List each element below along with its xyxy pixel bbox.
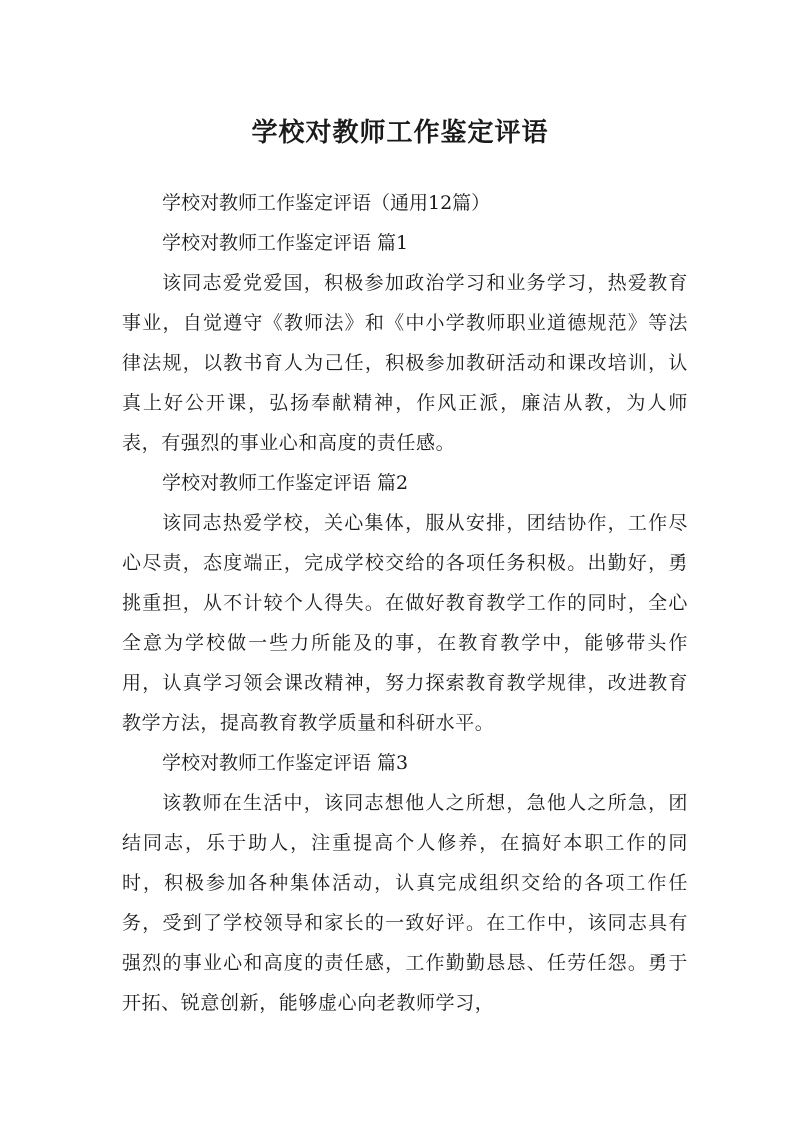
section-paragraph-2: 该同志热爱学校，关心集体，服从安排，团结协作，工作尽心尽责，态度端正，完成学校交给的各项任务积极。出勤好，勇挑重担，从不计较个人得失。在做好教育教学工作的同时，全心全意为学校做一些力所能及的事，在教育教学中，能够带头作用，认真学习领会课改精神，努力探索教育教学规律，改进教育教学方法，提高教育教学质量和科研水平。: [122, 512, 688, 734]
section-heading-3: 学校对教师工作鉴定评语 篇3: [162, 752, 409, 774]
document-subtitle: 学校对教师工作鉴定评语（通用12篇）: [162, 192, 491, 214]
section-heading-1: 学校对教师工作鉴定评语 篇1: [162, 232, 409, 254]
document-title: 学校对教师工作鉴定评语: [251, 118, 549, 149]
section-paragraph-3: 该教师在生活中，该同志想他人之所想，急他人之所急，团结同志，乐于助人，注重提高个人修养，在搞好本职工作的同时，积极参加各种集体活动，认真完成组织交给的各项工作任务，受到了学校领导和家长的一致好评。在工作中，该同志具有强烈的事业心和高度的责任感，工作勤勤恳恳、任劳任怨。勇于开拓、锐意创新，能够虚心向老教师学习，: [122, 792, 688, 1014]
document-body: [122, 183, 688, 1023]
section-paragraph-1: 该同志爱党爱国，积极参加政治学习和业务学习，热爱教育事业，自觉遵守《教师法》和《中小学教师职业道德规范》等法律法规，以教书育人为己任，积极参加教研活动和课改培训，认真上好公开课，弘扬奉献精神，作风正派，廉洁从教，为人师表，有强烈的事业心和高度的责任感。: [122, 272, 688, 454]
section-heading-2: 学校对教师工作鉴定评语 篇2: [162, 472, 409, 494]
